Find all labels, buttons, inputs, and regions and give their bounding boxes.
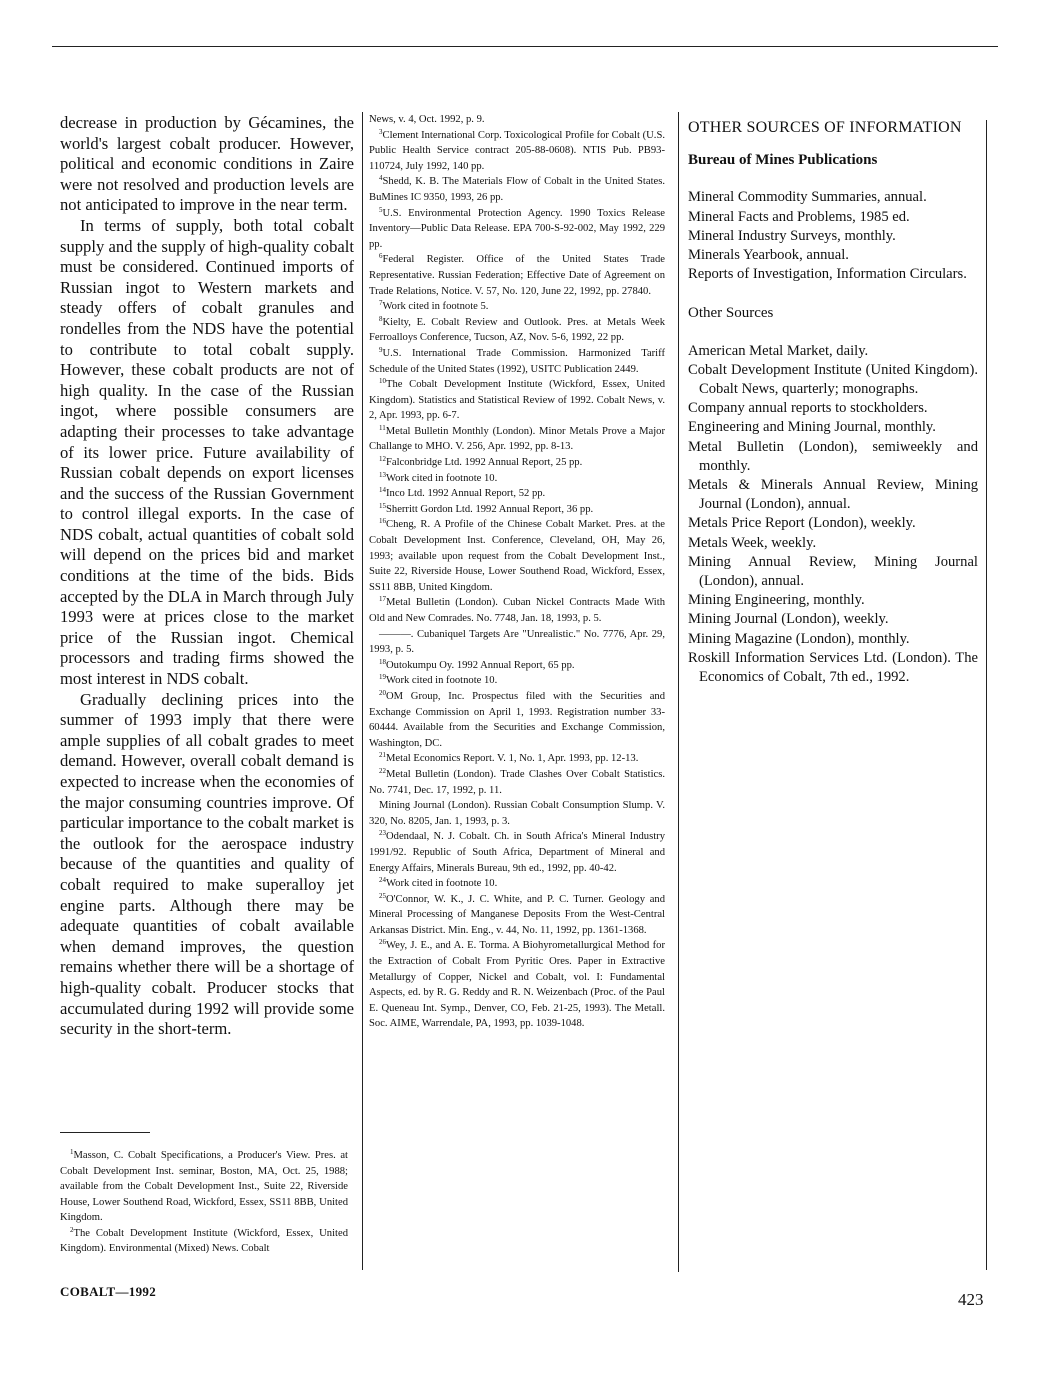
footnote [60, 1148, 348, 1226]
other-source-item: Engineering and Mining Journal, monthly. [688, 419, 936, 436]
bureau-heading: Bureau of Mines Publications [688, 152, 878, 169]
sources-heading: OTHER SOURCES OF INFORMATION [688, 119, 962, 136]
footnote [369, 502, 665, 518]
footnote-number: 15 [379, 501, 386, 510]
footnote-number: 10 [379, 377, 386, 386]
footnote-text: Metal Bulletin (London). Trade Clashes Over Cobalt Statistics. No. 7741, Dec. 17, 1992, p. 11. [369, 768, 665, 796]
column-divider-left [362, 112, 363, 1270]
bureau-publication-item: Mineral Commodity Summaries, annual. [688, 189, 927, 206]
footnote-text: Work cited in footnote 10. [386, 675, 498, 687]
footnote-text: O'Connor, W. K., J. C. White, and P. C. Turner. Geology and Mineral Processing of Manganese Deposits From the West-Central Arkansas District. Min. Eng., v. 44, No. 11, 1992, pp. 1361-1368. [369, 893, 665, 936]
footnote [369, 627, 665, 658]
footnote [369, 658, 665, 674]
footnote [369, 455, 665, 471]
footnote-text: Work cited in footnote 10. [386, 878, 498, 890]
other-source-item: Cobalt Development Institute (United Kingdom). Cobalt News, quarterly; monographs. [688, 361, 978, 398]
other-source-item: Mining Engineering, monthly. [688, 592, 865, 609]
footnote-number: 1 [70, 1148, 74, 1156]
page-number: 423 [958, 1290, 984, 1309]
running-title: COBALT—1992 [60, 1284, 157, 1299]
footnote-text: Wey, J. E., and A. E. Torma. A Biohyrometallurgical Method for the Extraction of Cobalt From Pyritic Ores. Paper in Extractive Metallurgy of Copper, Nickel and Cobalt, vol. I: Fundamental Aspects, ed. by R. G. Reddy and R. N. Weizenbach (Proc. of the Paul E. Queneau Int. Symp., Denver, CO, Feb. 21-25, 1993). The Metall. Soc. AIME, Warrendale, PA, 1993, pp. 1039-1048. [369, 940, 665, 1030]
footnote-text: Falconbridge Ltd. 1992 Annual Report, 25 pp. [386, 457, 583, 469]
bureau-publication-item: Mineral Industry Surveys, monthly. [688, 227, 896, 244]
footnote-number: 17 [379, 595, 386, 604]
footnote-text: Federal Register. Office of the United States Trade Representative. Russian Federation; Effective Date of Agreement on Trade Relations, Notice. V. 57, No. 120, June 22, 1992, pp. 27840. [369, 254, 665, 297]
footnote-text: ———. Cubaniquel Targets Are "Unrealistic." No. 7776, Apr. 29, 1993, p. 5. [369, 628, 665, 656]
other-source-item: Company annual reports to stockholders. [688, 400, 928, 417]
footnote-text: Metal Economics Report. V. 1, No. 1, Apr. 1993, pp. 12-13. [386, 753, 639, 765]
footnotes-left [60, 1148, 348, 1257]
body-paragraph: decrease in production by Gécamines, the world's largest cobalt producer. However, political and economic conditions in Zaire were not resolved and production levels are not anticipated to improve in the near term. [60, 113, 354, 215]
other-source-item: American Metal Market, daily. [688, 342, 869, 359]
column-edge-right [986, 120, 987, 1270]
footnote [369, 673, 665, 689]
footnote-number: 24 [379, 876, 386, 885]
footnote [369, 128, 665, 175]
other-sources-list [688, 342, 978, 688]
bureau-publication-item: Minerals Yearbook, annual. [688, 247, 849, 264]
footnote [369, 798, 665, 829]
footnote [369, 112, 665, 128]
body-paragraph: Gradually declining prices into the summer of 1993 imply that there were ample supplies of all cobalt grades to meet demand. However, overall cobalt demand is expected to increase when the economies of the major consuming countries improve. Of particular importance to the cobalt market is the outlook for the aerospace industry because of the quantities and quality of cobalt required to make superalloy jet engine parts. Although there may be adequate quantities of cobalt available when demand improves, the question remains whether there will be a shortage of high-quality cobalt. Producer stocks that accumulated during 1992 will provide some security in the short-term. [60, 689, 354, 1039]
footnote-text: OM Group, Inc. Prospectus filed with the Securities and Exchange Commission on April 1, 1993. Registration number 33-60444. Available from the Securities and Exchange Commission, Washington, DC. [369, 690, 665, 749]
footnote [369, 751, 665, 767]
footnote-number: 12 [379, 455, 386, 464]
footnote-text: Inco Ltd. 1992 Annual Report, 52 pp. [386, 488, 546, 500]
footnote-text: Cheng, R. A Profile of the Chinese Cobalt Market. Pres. at the Cobalt Development Inst. Conference, Cleveland, OH, May 26, 1993; available upon request from the Cobalt Development Inst., Suite 22, Riverside House, Lower Southend Road, Wickford, Essex, SS11 8BB, United Kingdom. [369, 519, 665, 593]
footnote [369, 876, 665, 892]
footnote-number: 25 [379, 891, 386, 900]
footnote [369, 486, 665, 502]
footnote-text: Metal Bulletin (London). Cuban Nickel Contracts Made With Old and New Comrades. No. 7748, Jan. 18, 1993, p. 5. [369, 597, 665, 624]
bureau-publication-item: Mineral Facts and Problems, 1985 ed. [688, 208, 910, 225]
footnote-text: Masson, C. Cobalt Specifications, a Producer's View. Pres. at Cobalt Development Inst. seminar, Boston, MA, Oct. 25, 1988; available from the Cobalt Development Inst., Suite 22, Riverside House, Lower Southend Road, Wickford, Essex, SS11 8BB, United Kingdom. [60, 1150, 348, 1223]
footnote-text: Outokumpu Oy. 1992 Annual Report, 65 pp. [386, 659, 575, 671]
footnote-number: 9 [379, 345, 383, 354]
footnote [369, 829, 665, 876]
footnote-number: 18 [379, 657, 386, 666]
footnote-text: Kielty, E. Cobalt Review and Outlook. Pres. at Metals Week Ferroalloys Conference, Tucson, AZ, Nov. 5-6, 1992, 22 pp. [369, 316, 665, 344]
body-paragraph: In terms of supply, both total cobalt supply and the supply of high-quality cobalt must be considered. Continued imports of Russian ingot to Western markets and steady offers of cobalt granules and rondelles from the NDS have the potential to contribute to total cobalt supply. However, these cobalt products are not of high quality. In the case of the Russian ingot, where possible consumers are adapting their processes to take advantage of its lower price. Future availability of Russian cobalt depends on export licenses and the success of the Russian Government to control illegal exports. In the case of NDS cobalt, actual quantities of cobalt sold will depend on the prices bid and market conditions at the time of the bids. Bids accepted by the DLA in March through July 1993 were at prices close to the market price of the Russian ingot. Chemical processors and trading firms showed the most interest in NDS cobalt. [60, 215, 354, 689]
footnote-number: 14 [379, 486, 386, 495]
other-source-item: Roskill Information Services Ltd. (London). The Economics of Cobalt, 7th ed., 1992. [688, 649, 978, 686]
footnote-rule [60, 1132, 150, 1133]
other-source-item: Metals Week, weekly. [688, 534, 817, 551]
footnote-number: 3 [379, 127, 383, 136]
footnote-text: Sherritt Gordon Ltd. 1992 Annual Report, 36 pp. [386, 503, 594, 515]
footnote-text: Mining Journal (London). Russian Cobalt Consumption Slump. V. 320, No. 8205, Jan. 1, 1993, p. 3. [369, 800, 665, 827]
footnote [369, 377, 665, 424]
footnote [369, 315, 665, 346]
footnote [369, 471, 665, 487]
footnote [369, 206, 665, 253]
footnote-number: 23 [379, 829, 386, 838]
footnote-text: The Cobalt Development Institute (Wickford, Essex, United Kingdom). Statistics and Statistical Review of 1992. Cobalt News, v. 2, Apr. 1993, pp. 6-7. [369, 379, 665, 422]
footnote-text: Work cited in footnote 5. [382, 301, 489, 313]
bureau-publication-item: Reports of Investigation, Information Circulars. [688, 266, 967, 283]
footnote-number: 11 [379, 423, 386, 432]
footnote-number: 22 [379, 766, 386, 775]
footnote-number: 8 [379, 314, 383, 323]
other-source-item: Metals Price Report (London), weekly. [688, 515, 916, 532]
footnote-number: 26 [379, 938, 386, 947]
footnote-number: 5 [379, 205, 383, 214]
footnote-number: 6 [379, 252, 383, 261]
other-source-item: Metals & Minerals Annual Review, Mining Journal (London), annual. [688, 477, 978, 513]
footnote [60, 1226, 348, 1257]
footnote [369, 424, 665, 455]
column-divider-right [678, 112, 679, 1272]
footnote [369, 252, 665, 299]
footnote [369, 689, 665, 751]
other-source-item: Mining Magazine (London), monthly. [688, 630, 910, 647]
footnote [369, 767, 665, 798]
footnotes-middle [369, 112, 665, 1032]
other-sources-heading: Other Sources [688, 305, 774, 322]
footnote-text: Shedd, K. B. The Materials Flow of Cobalt in the United States. BuMines IC 9350, 1993, 26 pp. [369, 176, 665, 203]
footnote-number: 7 [379, 299, 383, 308]
footnote-text: U.S. International Trade Commission. Harmonized Tariff Schedule of the United States (1992), USITC Publication 2449. [369, 347, 665, 375]
other-source-item: Mining Annual Review, Mining Journal (London), annual. [688, 553, 978, 590]
footnote-number: 20 [379, 688, 386, 697]
sources-box-left [678, 118, 679, 138]
footnote-text: U.S. Environmental Protection Agency. 1990 Toxics Release Inventory—Public Data Release. EPA 700-S-92-002, May 1992, 229 pp. [369, 207, 665, 250]
footnote-number: 13 [379, 470, 386, 479]
footnote-number: 19 [379, 673, 386, 682]
footnote [369, 517, 665, 595]
footnote-number: 21 [379, 751, 386, 760]
footnote [369, 595, 665, 626]
footnote [369, 938, 665, 1032]
footnote [369, 892, 665, 939]
bureau-list [688, 188, 978, 284]
footnote [369, 346, 665, 377]
footnote-text: Odendaal, N. J. Cobalt. Ch. in South Africa's Mineral Industry 1991/92. Republic of South Africa, Department of Mineral and Energy Affairs, Minerals Bureau, 9th ed., 1992, pp. 40-42. [369, 831, 665, 874]
footnote-number: 16 [379, 517, 386, 526]
footnote-number: 2 [70, 1225, 74, 1234]
top-rule [52, 46, 998, 47]
footnote-text: Clement International Corp. Toxicological Profile for Cobalt (U.S. Public Health Service contract 205-88-0608). NTIS Pub. PB93-110724, July 1992, 140 pp. [369, 129, 665, 172]
body-text-column [60, 113, 354, 1040]
other-source-item: Metal Bulletin (London), semiweekly and monthly. [688, 438, 978, 474]
footnote-text: News, v. 4, Oct. 1992, p. 9. [369, 114, 485, 125]
footnote-text: Metal Bulletin Monthly (London). Minor Metals Prove a Major Challange to MHO. V. 256, Apr. 1992, pp. 8-13. [369, 425, 665, 453]
footnote-text: The Cobalt Development Institute (Wickford, Essex, United Kingdom). Environmental (Mixed) News. Cobalt [60, 1227, 348, 1254]
footnote [369, 174, 665, 205]
footnote-number: 4 [379, 174, 383, 183]
other-source-item: Mining Journal (London), weekly. [688, 611, 889, 628]
footnote [369, 299, 665, 315]
footnote-text: Work cited in footnote 10. [386, 472, 498, 484]
other-sources-section [688, 118, 978, 707]
